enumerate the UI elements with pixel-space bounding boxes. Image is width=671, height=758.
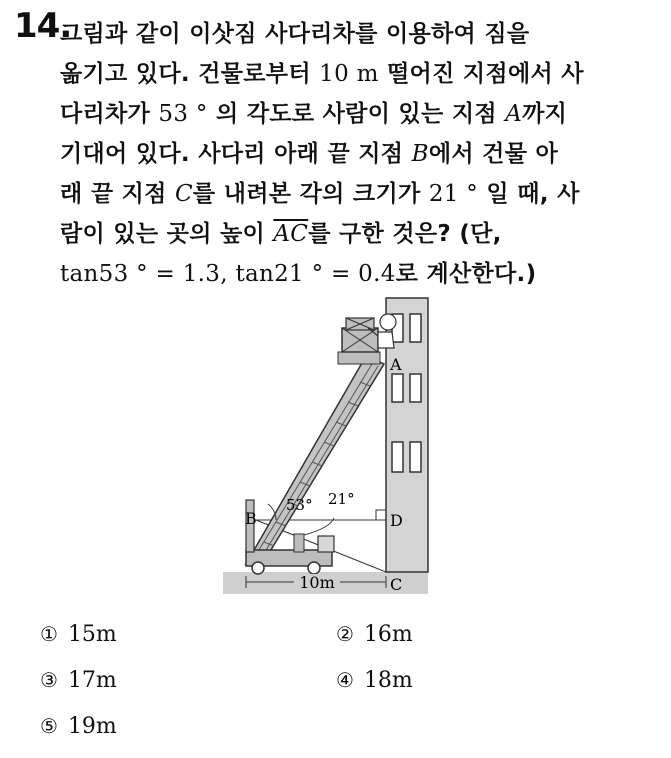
question-line xyxy=(60,14,645,54)
question-text-segment: 까지 xyxy=(522,101,568,127)
angle-arc-21 xyxy=(304,518,334,535)
question-text-segment: tan53 ° = 1.3, tan21 ° = 0.4 xyxy=(60,261,396,287)
question-text-segment: B xyxy=(411,141,429,167)
choice-5[interactable]: ⑤ 19m xyxy=(40,714,117,739)
question-text-segment: 를 내려본 각의 크기가 xyxy=(192,181,429,207)
question-text-segment: 를 구한 것은? (단, xyxy=(308,221,502,247)
basket xyxy=(338,318,380,364)
question-text-segment: A xyxy=(505,101,523,127)
label-angle-21: 21° xyxy=(328,490,355,508)
question-text-segment: 21 ° xyxy=(428,181,479,207)
question-line xyxy=(60,214,645,254)
question-line xyxy=(60,134,645,174)
question-text-segment: 기대어 있다. 사다리 아래 끝 지점 xyxy=(60,141,412,167)
label-a: A xyxy=(390,355,402,374)
question-text-segment: 옮기고 있다. 건물로부터 xyxy=(60,61,320,87)
choice-4[interactable]: ④ 18m xyxy=(336,668,413,693)
label-b: B xyxy=(245,509,257,528)
label-distance: 10m xyxy=(299,573,335,592)
label-d: D xyxy=(390,511,403,530)
question-text xyxy=(60,14,645,294)
question-text-segment: 다리차가 xyxy=(60,101,159,127)
question-text-segment: $\overline{AC}$ xyxy=(273,221,309,247)
choice-3[interactable]: ③ 17m xyxy=(40,668,117,693)
question-text-segment: 그림과 같이 이삿짐 사다리차를 이용하여 짐을 xyxy=(60,21,530,47)
question-line xyxy=(60,54,645,94)
ladder xyxy=(246,356,384,564)
ladder-truck-figure xyxy=(218,292,433,602)
question-text-segment: 람이 있는 곳의 높이 xyxy=(60,221,274,247)
question-line xyxy=(60,174,645,214)
right-angle-mark xyxy=(376,510,386,520)
question-text-segment: 10 m xyxy=(319,61,379,87)
question-text-segment: 의 각도로 사람이 있는 지점 xyxy=(207,101,506,127)
label-angle-53: 53° xyxy=(286,496,313,514)
choice-2[interactable]: ② 16m xyxy=(336,622,413,647)
question-text-segment: 53 ° xyxy=(158,101,208,127)
label-c: C xyxy=(390,575,403,594)
question-text-segment: 일 때, 사 xyxy=(478,181,580,207)
question-number: 14. xyxy=(14,6,72,46)
question-text-segment: 에서 건물 아 xyxy=(428,141,559,167)
question-line xyxy=(60,94,645,134)
question-line xyxy=(60,254,645,294)
question-text-segment: 래 끝 지점 xyxy=(60,181,175,207)
question-text-segment: 떨어진 지점에서 사 xyxy=(378,61,584,87)
choice-1[interactable]: ① 15m xyxy=(40,622,117,647)
question-text-segment: 로 계산한다.) xyxy=(395,261,537,287)
question-text-segment: C xyxy=(175,181,193,207)
